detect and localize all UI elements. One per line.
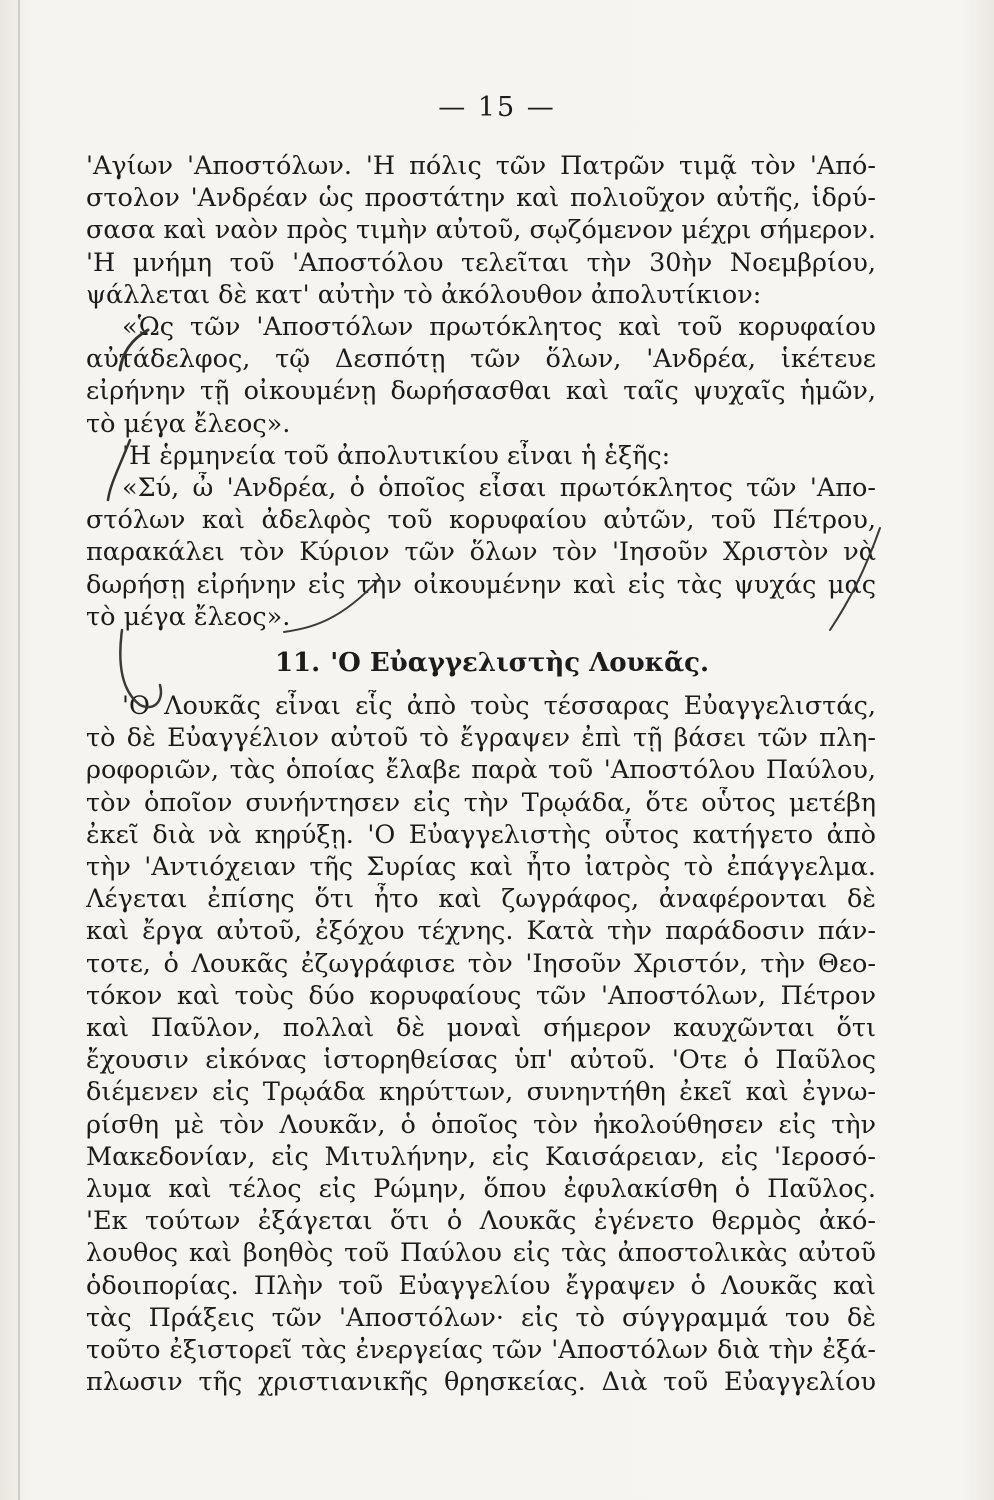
text-line: τὸ μέγα ἔλεος». xyxy=(86,601,291,632)
text-line: τοῦτο ἐξιστορεῖ τὰς ἐνεργείας τῶν 'Αποστόλων διὰ τὴν ἐξά- xyxy=(86,1335,876,1366)
text-line: σασα καὶ ναὸν πρὸς τιμὴν αὐτοῦ, σῳζόμενον μέχρι σήμερον. xyxy=(86,215,876,246)
text-block-bottom xyxy=(86,690,876,1398)
text-line: τὴν 'Αντιόχειαν τῆς Συρίας καὶ ἦτο ἰατρὸς τὸ ἐπάγγελμα. xyxy=(86,852,876,883)
text-line: λυμα καὶ τέλος εἰς Ρώμην, ὅπου ἐφυλακίσθη ὁ Παῦλος. xyxy=(86,1174,876,1205)
text-line: Μακεδονίαν, εἰς Μιτυλήνην, εἰς Καισάρειαν, εἰς 'Ιεροσό- xyxy=(86,1141,876,1172)
text-line: στολον 'Ανδρέαν ὡς προστάτην καὶ πολιοῦχον αὐτῆς, ἱδρύ- xyxy=(86,183,876,214)
text-line: ψάλλεται δὲ κατ' αὐτὴν τὸ ἀκόλουθον ἀπολυτίκιον: xyxy=(86,279,762,310)
text-line: 'Εκ τούτων ἐξάγεται ὅτι ὁ Λουκᾶς ἐγένετο θερμὸς ἀκό- xyxy=(86,1206,876,1237)
text-line: εἰρήνην τῇ οἰκουμένῃ δωρήσασθαι καὶ ταῖς ψυχαῖς ἡμῶν, xyxy=(86,376,876,407)
text-line: παρακάλει τὸν Κύριον τῶν ὅλων τὸν 'Ιησοῦν Χριστὸν νὰ xyxy=(86,537,876,568)
section-title: 'Ο Εὐαγγελιστὴς Λουκᾶς. xyxy=(330,648,710,678)
text-line: τόκον καὶ τοὺς δύο κορυφαίους τῶν 'Αποστόλων, Πέτρον xyxy=(86,980,876,1011)
text-line: πλωσιν τῆς χριστιανικῆς θρησκείας. Διὰ τοῦ Εὐαγγελίου xyxy=(86,1367,876,1398)
text-line: τοτε, ὁ Λουκᾶς ἐζωγράφισε τὸν 'Ιησοῦν Χριστόν, τὴν Θεο- xyxy=(86,948,876,979)
text-line: ἔχουσιν εἰκόνας ἱστορηθείσας ὑπ' αὐτοῦ. 'Οτε ὁ Παῦλος xyxy=(86,1045,876,1076)
text-line: στόλων καὶ ἀδελφὸς τοῦ κορυφαίου αὐτῶν, τοῦ Πέτρου, xyxy=(86,505,876,536)
text-line: «Σύ, ὦ 'Ανδρέα, ὁ ὁποῖος εἶσαι πρωτόκλητος τῶν 'Απο- xyxy=(122,473,876,504)
text-line: Λέγεται ἐπίσης ὅτι ἦτο καὶ ζωγράφος, ἀναφέρονται δὲ xyxy=(86,884,876,915)
page-spine-shadow xyxy=(18,0,20,1500)
section-heading xyxy=(0,648,994,678)
text-line: 'Η μνήμη τοῦ 'Αποστόλου τελεῖται τὴν 30ὴν Νοεμβρίου, xyxy=(86,247,876,278)
text-block-top xyxy=(86,150,876,633)
text-line: καὶ ἔργα αὐτοῦ, ἐξόχου τέχνης. Κατὰ τὴν παράδοσιν πάν- xyxy=(86,916,876,947)
text-line: 'Η ἑρμηνεία τοῦ ἀπολυτικίου εἶναι ἡ ἑξῆς: xyxy=(122,440,671,471)
text-line: ἐκεῖ διὰ νὰ κηρύξῃ. 'Ο Εὐαγγελιστὴς οὗτος κατήγετο ἀπὸ xyxy=(86,819,876,850)
text-line: αὐτάδελφος, τῷ Δεσπότῃ τῶν ὅλων, 'Ανδρέα, ἱκέτευε xyxy=(86,344,876,375)
text-line: 'Αγίων 'Αποστόλων. 'Η πόλις τῶν Πατρῶν τιμᾷ τὸν 'Από- xyxy=(86,151,876,181)
text-line: ροφοριῶν, τὰς ὁποίας ἔλαβε παρὰ τοῦ 'Αποστόλου Παύλου, xyxy=(86,755,876,786)
section-number: 11. xyxy=(274,648,321,678)
text-line: ρίσθη μὲ τὸν Λουκᾶν, ὁ ὁποῖος τὸν ἠκολούθησεν εἰς τὴν xyxy=(86,1109,876,1140)
text-line: ὁδοιπορίας. Πλὴν τοῦ Εὐαγγελίου ἔγραψεν ὁ Λουκᾶς καὶ xyxy=(86,1270,876,1301)
text-line: διέμενεν εἰς Τρῳάδα κηρύττων, συνηντήθη ἐκεῖ καὶ ἐγνω- xyxy=(86,1077,876,1108)
text-line: τὸ δὲ Εὐαγγέλιον αὐτοῦ τὸ ἔγραψεν ἐπὶ τῇ βάσει τῶν πλη- xyxy=(86,723,876,754)
text-line: τὸ μέγα ἔλεος». xyxy=(86,408,291,439)
text-line: καὶ Παῦλον, πολλαὶ δὲ μοναὶ σήμερον καυχῶνται ὅτι xyxy=(86,1013,876,1044)
text-line: δωρήσῃ εἰρήνην εἰς τὴν οἰκουμένην καὶ εἰς τὰς ψυχάς μας xyxy=(86,569,876,600)
text-line: τὰς Πράξεις τῶν 'Αποστόλων· εἰς τὸ σύγγραμμά του δὲ xyxy=(86,1302,876,1333)
text-line: λουθος καὶ βοηθὸς τοῦ Παύλου εἰς τὰς ἀποστολικὰς αὐτοῦ xyxy=(86,1238,876,1269)
text-line: τὸν ὁποῖον συνήντησεν εἰς τὴν Τρῳάδα, ὅτε οὗτος μετέβη xyxy=(86,787,876,818)
page-number: — 15 — xyxy=(438,92,556,123)
text-line: 'Ο Λουκᾶς εἶναι εἷς ἀπὸ τοὺς τέσσαρας Εὐαγγελιστάς, xyxy=(122,691,876,721)
text-line: «Ὡς τῶν 'Αποστόλων πρωτόκλητος καὶ τοῦ κορυφαίου xyxy=(122,312,876,343)
